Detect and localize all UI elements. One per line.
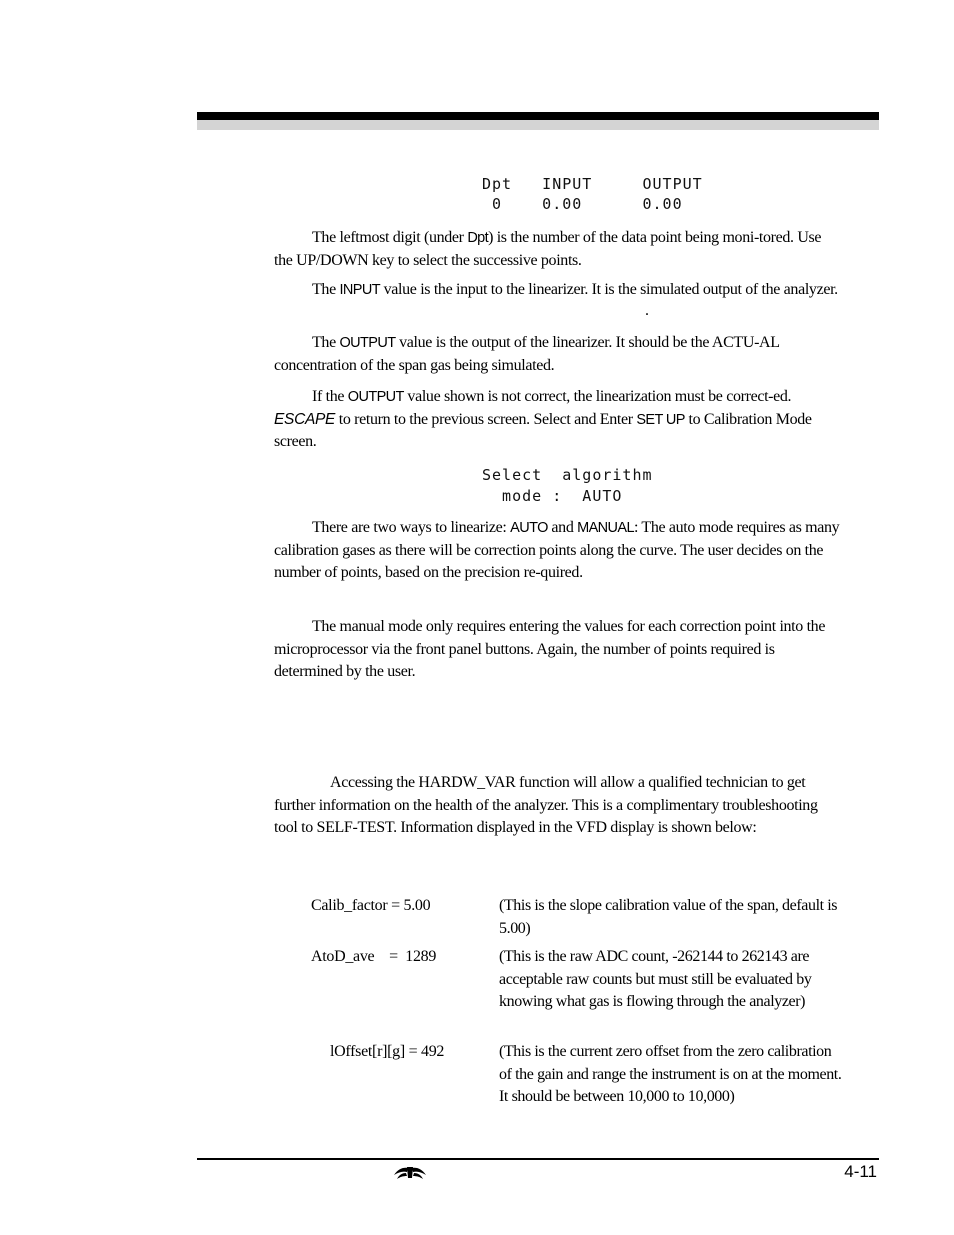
paragraph-input: The INPUT value is the input to the linearizer. It is the simulated output of the analyzer. — [312, 281, 838, 298]
keyword-output: OUTPUT — [339, 335, 396, 351]
keyword-input: INPUT — [339, 282, 380, 298]
keyword-escape: ESCAPE — [274, 410, 336, 428]
paragraph-dpt: The leftmost digit (under Dpt) is the number of the data point being moni-tored. Use the UP/DOWN key to select the successive points. — [274, 229, 822, 269]
keyword-auto: AUTO — [510, 520, 548, 536]
hw-var-desc-loffset: (This is the current zero offset from the zero calibration of the gain and range the instrument is on at the moment. It should be between 10,000 to 10,000) — [499, 1043, 842, 1105]
teledyne-logo-icon — [392, 1164, 428, 1180]
hw-var-key-atod-ave: AtoD_ave = 1289 — [311, 948, 437, 965]
header-rule — [197, 112, 879, 120]
vfd-linearizer-values: 0 0.00 0.00 — [482, 195, 683, 213]
vfd-algorithm-line2: mode : AUTO — [482, 487, 623, 505]
stray-period: . — [645, 302, 649, 319]
vfd-algorithm-line1: Select algorithm — [482, 466, 653, 484]
paragraph-hardw-var: Accessing the HARDW_VAR function will allow a qualified technician to get further information on the health of the analyzer. This is a complimentary troubleshooting tool to SELF-TEST. Information displayed in the VFD display is shown below: — [274, 774, 818, 836]
keyword-setup: SET UP — [636, 411, 685, 428]
hw-var-desc-atod-ave: (This is the raw ADC count, -262144 to 262143 are acceptable raw counts but must still be evaluated by knowing what gas is flowing through the analyzer) — [499, 948, 812, 1010]
keyword-manual: MANUAL — [577, 520, 634, 536]
footer-rule — [197, 1158, 879, 1160]
hw-var-key-loffset: lOffset[r][g] = 492 — [330, 1043, 445, 1060]
paragraph-correction: If the OUTPUT value shown is not correct, the linearization must be correct-ed. ESCAPE to return to the previous screen. Select and Enter SET UP to Calibration Mode screen. — [274, 388, 812, 450]
hw-var-desc-calib-factor: (This is the slope calibration value of the span, default is 5.00) — [499, 897, 838, 937]
keyword-output-2: OUTPUT — [347, 389, 404, 405]
paragraph-linearize-modes: There are two ways to linearize: AUTO and MANUAL: The auto mode requires as many calibration gases as there will be correction points along the curve. The user decides on the number of points, based on the precision re-quired. — [274, 519, 840, 581]
hw-var-key-calib-factor: Calib_factor = 5.00 — [311, 897, 431, 914]
keyword-dpt: Dpt — [467, 230, 489, 246]
paragraph-output: The OUTPUT value is the output of the linearizer. It should be the ACTU-AL concentration of the span gas being simulated. — [274, 334, 780, 374]
page-number: 4-11 — [844, 1162, 877, 1181]
vfd-linearizer-header: Dpt INPUT OUTPUT — [482, 175, 703, 193]
header-rule-shadow — [197, 120, 879, 130]
paragraph-manual-mode: The manual mode only requires entering the values for each correction point into the microprocessor via the front panel buttons. Again, the number of points required is determined by the user. — [274, 618, 826, 680]
